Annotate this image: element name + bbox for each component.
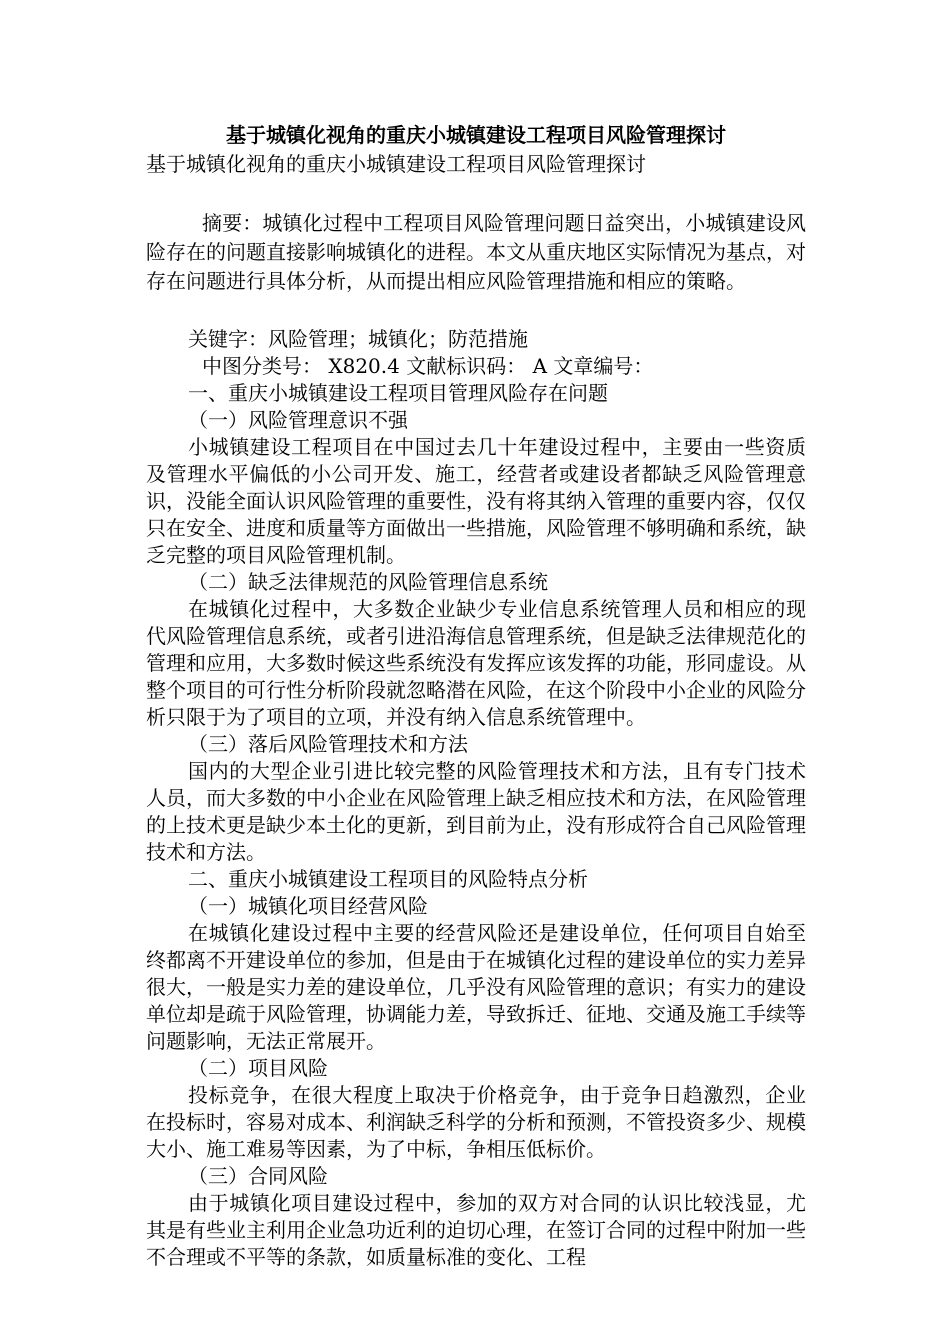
body-paragraph: 投标竞争，在很大程度上取决于价格竞争，由于竞争日趋激烈，企业在投标时，容易对成本、利润缺乏科学的分析和预测，不管投资多少、规模大小、施工难易等因素，为了中标，争相压低标价。 <box>146 1083 806 1161</box>
subsection-heading: （二）缺乏法律规范的风险管理信息系统 <box>188 570 548 594</box>
subsection-heading: （一）城镇化项目经营风险 <box>188 894 428 918</box>
body-paragraph: 国内的大型企业引进比较完整的风险管理技术和方法，且有专门技术人员，而大多数的中小企业在风险管理上缺乏相应技术和方法，在风险管理的上技术更是缺少本土化的更新，到目前为止，没有形成符合自己风险管理技术和方法。 <box>146 759 806 864</box>
subsection-heading: （三）落后风险管理技术和方法 <box>188 732 468 756</box>
spacer <box>146 179 806 209</box>
abstract-paragraph: 摘要：城镇化过程中工程项目风险管理问题日益突出，小城镇建设风险存在的问题直接影响城镇化的进程。本文从重庆地区实际情况为基点，对存在问题进行具体分析，从而提出相应风险管理措施和相应的策略。 <box>146 211 806 293</box>
subsection-heading: （一）风险管理意识不强 <box>188 408 408 432</box>
document-title: 基于城镇化视角的重庆小城镇建设工程项目风险管理探讨 <box>226 123 726 147</box>
document-body <box>146 121 806 1271</box>
keywords-line: 关键字：风险管理；城镇化；防范措施 <box>188 327 528 351</box>
section-heading: 一、重庆小城镇建设工程项目管理风险存在问题 <box>188 381 608 405</box>
subsection-heading: （三）合同风险 <box>188 1164 328 1188</box>
subsection-heading: （二）项目风险 <box>188 1056 328 1080</box>
body-paragraph: 由于城镇化项目建设过程中，参加的双方对合同的认识比较浅显，尤其是有些业主利用企业急功近利的迫切心理，在签订合同的过程中附加一些不合理或不平等的条款，如质量标准的变化、工程 <box>146 1191 806 1269</box>
section-heading: 二、重庆小城镇建设工程项目的风险特点分析 <box>188 867 588 891</box>
classification-line: 中图分类号： X820.4 文献标识码： A 文章编号： <box>202 354 654 378</box>
document-subtitle: 基于城镇化视角的重庆小城镇建设工程项目风险管理探讨 <box>146 152 646 176</box>
body-paragraph: 小城镇建设工程项目在中国过去几十年建设过程中，主要由一些资质及管理水平偏低的小公司开发、施工，经营者或建设者都缺乏风险管理意识，没能全面认识风险管理的重要性，没有将其纳入管理的重要内容，仅仅只在安全、进度和质量等方面做出一些措施，风险管理不够明确和系统，缺乏完整的项目风险管理机制。 <box>146 435 806 567</box>
body-paragraph: 在城镇化过程中，大多数企业缺少专业信息系统管理人员和相应的现代风险管理信息系统，或者引进沿海信息管理系统，但是缺乏法律规范化的管理和应用，大多数时候这些系统没有发挥应该发挥的功能，形同虚设。从整个项目的可行性分析阶段就忽略潜在风险，在这个阶段中小企业的风险分析只限于为了项目的立项，并没有纳入信息系统管理中。 <box>146 597 806 729</box>
spacer <box>146 296 806 326</box>
body-paragraph: 在城镇化建设过程中主要的经营风险还是建设单位，任何项目自始至终都离不开建设单位的参加，但是由于在城镇化过程的建设单位的实力差异很大，一般是实力差的建设单位，几乎没有风险管理的意识；有实力的建设单位却是疏于风险管理，协调能力差，导致拆迁、征地、交通及施工手续等问题影响，无法正常展开。 <box>146 921 806 1053</box>
